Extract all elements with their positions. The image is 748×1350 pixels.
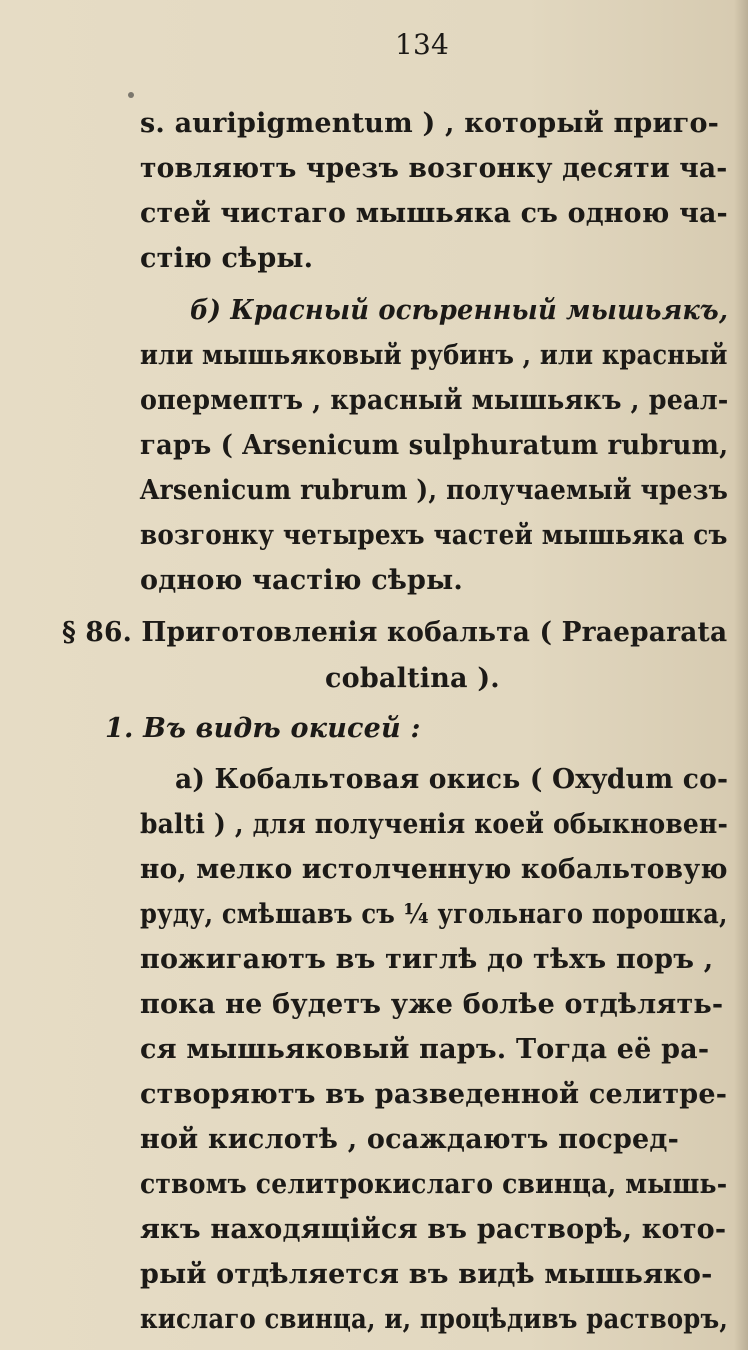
page-number: 134 [395,28,450,61]
text-line: опермептъ , красный мышьякъ , реал- [140,385,729,416]
text-line: возгонку четырехъ частей мышьяка съ [140,520,728,551]
text-line: б) Красный осѣренный мышьякъ, [190,295,729,326]
text-line: или мышьяковый рубинъ , или красный [140,340,728,371]
section-heading-cont: cobaltina ). [325,663,500,694]
text-line: стей чистаго мышьяка съ одною ча- [140,198,728,229]
text-line: руду, смѣшавъ съ ¼ угольнаго порошка, [140,899,728,930]
text-line: одною частію сѣры. [140,565,463,596]
text-line: s. auripigmentum ) , который приго- [140,108,720,139]
text-line: balti ) , для полученія коей обыкновен- [140,809,729,840]
subsection-heading: 1. Въ видѣ окисей : [105,713,421,744]
text-line: но, мелко истолченную кобальтовую [140,854,728,885]
section-heading: § 86. Приготовленія кобальта ( Praeparata [62,617,728,648]
text-line: Arsenicum rubrum ), получаемый чрезъ [140,475,728,506]
text-line: гаръ ( Arsenicum sulphuratum rubrum, [140,430,729,461]
text-line: ся мышьяковый паръ. Тогда её ра- [140,1034,710,1065]
text-line: створяютъ въ разведенной селитре- [140,1079,728,1110]
text-line: ствомъ селитрокислаго свинца, мышь- [140,1169,728,1200]
text-line: товляютъ чрезъ возгонку десяти ча- [140,153,728,184]
text-line: рый отдѣляется въ видѣ мышьяко- [140,1259,713,1290]
text-line: стію сѣры. [140,243,314,274]
text-line: пока не будетъ уже болѣе отдѣлять- [140,989,724,1020]
text-line: пожигаютъ въ тиглѣ до тѣхъ поръ , [140,944,714,975]
text-line: кислаго свинца, и, процѣдивъ растворъ, [140,1304,729,1335]
text-line: а) Кобальтовая окись ( Oxydum co- [175,764,729,795]
text-line: ной кислотѣ , осаждаютъ посред- [140,1124,680,1155]
ink-speck [128,92,134,98]
text-line: якъ находящійся въ растворѣ, кото- [140,1214,727,1245]
